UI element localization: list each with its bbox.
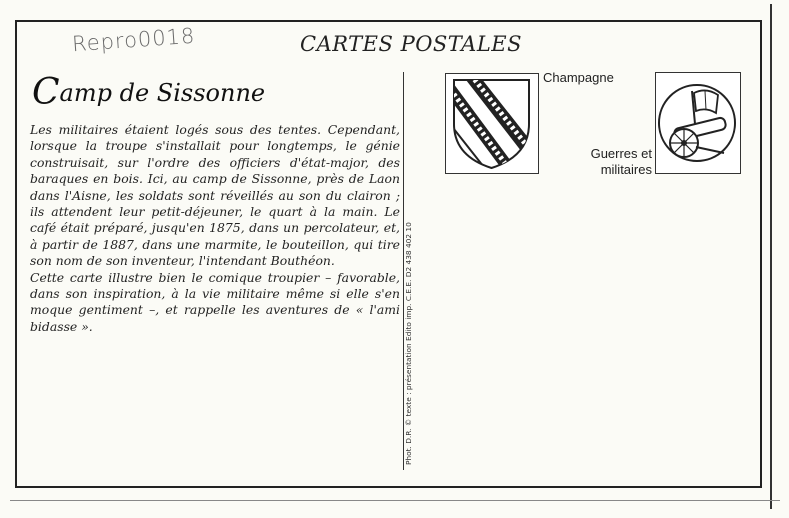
title-initial: C [32,72,60,113]
theme-label-line2: militaires [600,162,652,177]
cannon-flag-icon [656,73,739,172]
description-text [30,122,400,335]
description-paragraph-1: Les militaires étaient logés sous des tentes. Cependant, lorsque la troupe s'installait pour longtemps, le génie construisait, sur l'ordre des officiers d'état-major, des baraques en bois. Ici, au camp de Sissonne, près de Laon dans l'Aisne, les soldats sont réveillés au son du clairon ; ils attendent leur petit-déjeuner, le quart à la main. Le café était préparé, jusqu'en 1875, dans un percolateur, et, à partir de 1887, dans une marmite, le bouteillon, qui tire son nom de son inventeur, l'intendant Bouthéon. [30,122,400,269]
region-badge [445,73,539,174]
title-rest: amp de Sissonne [59,79,266,107]
champagne-shield-icon [446,74,537,172]
card-title [32,72,265,113]
card-shadow [10,500,780,501]
header-title: CARTES POSTALES [300,32,522,56]
theme-label-line1: Guerres et [590,146,652,161]
region-label: Champagne [543,70,614,85]
theme-badge [655,72,741,174]
description-paragraph-2: Cette carte illustre bien le comique troupier – favorable, dans son inspiration, à la vie militaire même si elle s'en moque gentiment –, et rappelle les aventures de « l'ami bidasse ». [30,269,400,334]
printer-credit: Phot. D.R. © texte : présentation Edito imp. C.E.E. D2 438 402 10 [404,222,413,465]
handwritten-reference: Repro0018 [71,23,197,57]
card-edge [770,4,772,509]
theme-label [576,146,652,178]
